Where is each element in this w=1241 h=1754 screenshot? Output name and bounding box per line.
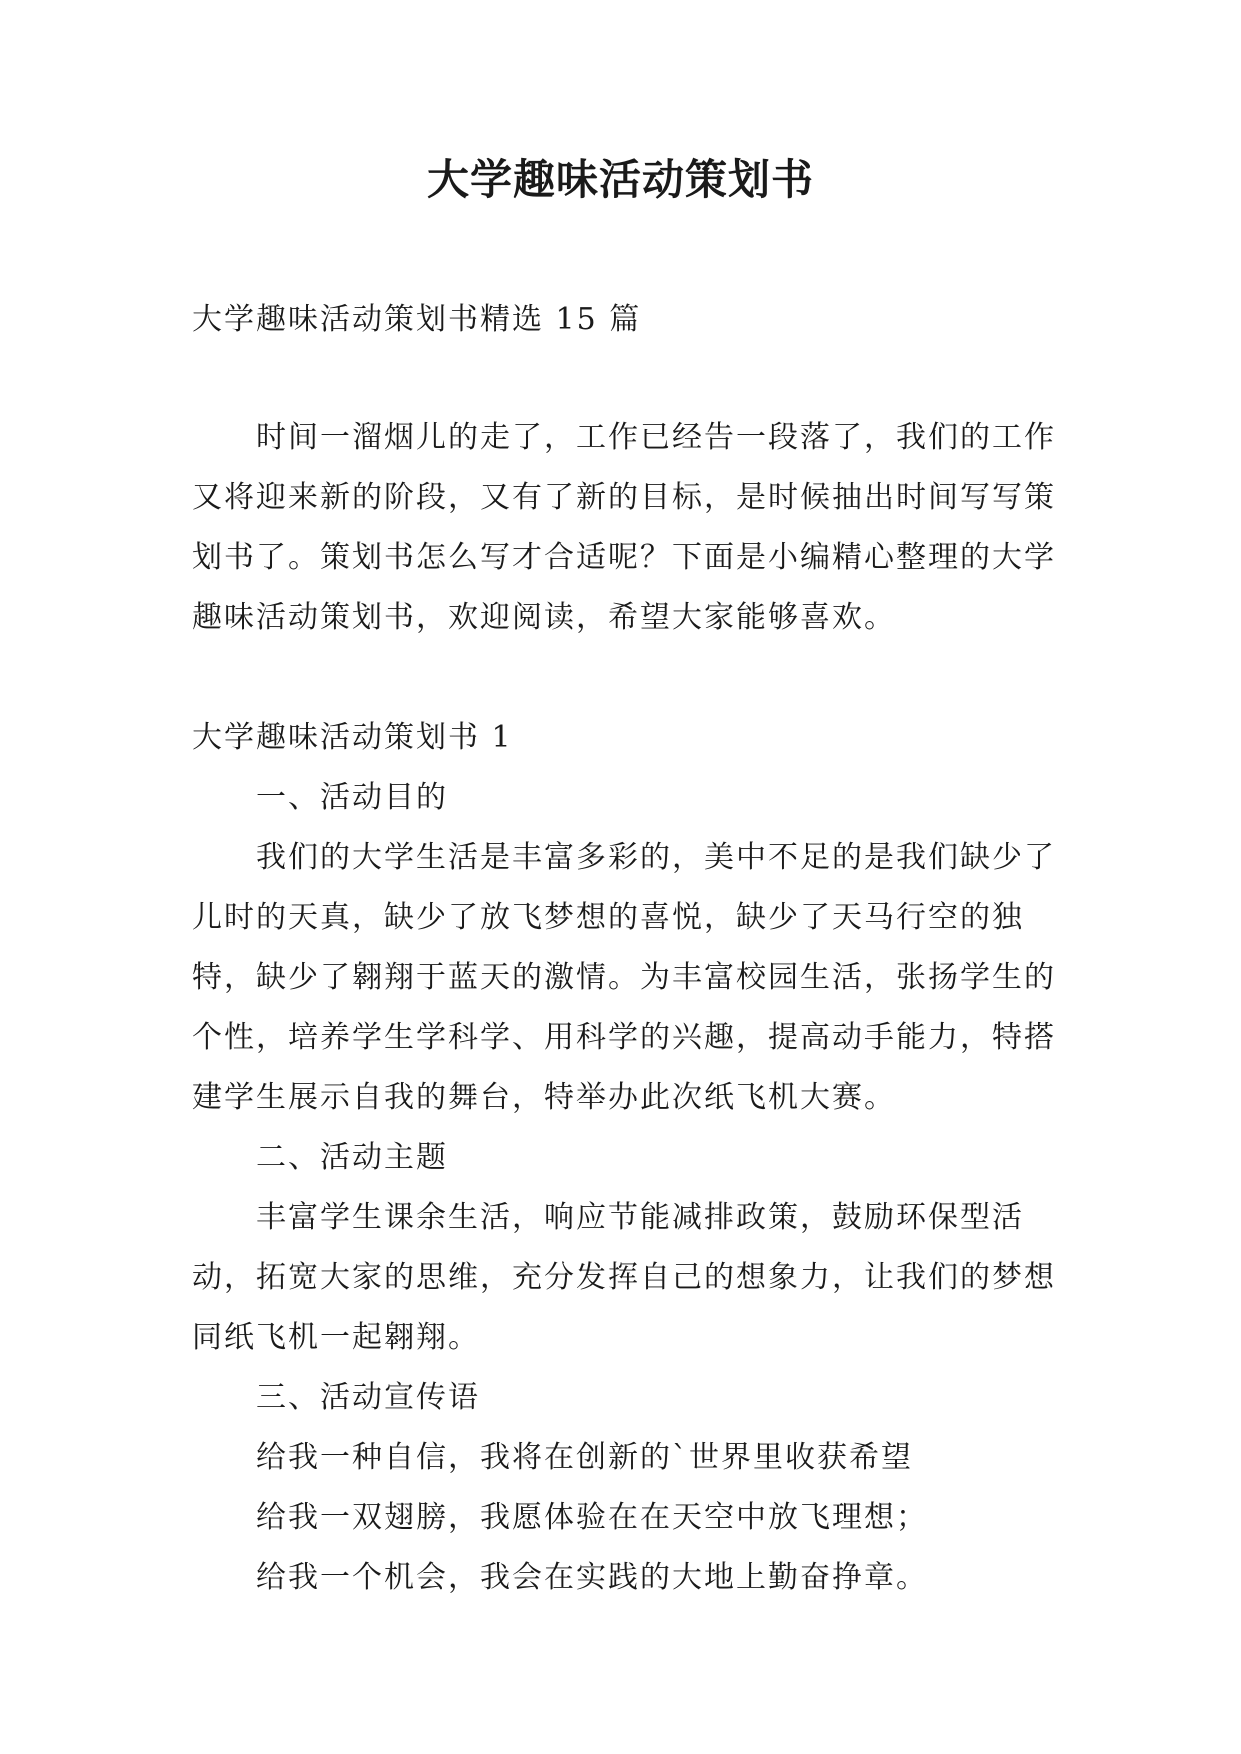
section-heading-slogan: 三、活动宣传语: [256, 1380, 480, 1415]
document-body: [192, 290, 1058, 1608]
slogan-line: 给我一种自信，我将在创新的`世界里收获希望: [256, 1440, 913, 1475]
section-title: 大学趣味活动策划书 1: [192, 720, 513, 755]
document-subtitle: 大学趣味活动策划书精选 15 篇: [192, 302, 642, 337]
slogan-line: 给我一双翅膀，我愿体验在在天空中放飞理想；: [256, 1500, 928, 1535]
section-heading-theme: 二、活动主题: [256, 1140, 448, 1175]
slogan-line: 给我一个机会，我会在实践的大地上勤奋挣章。: [256, 1560, 928, 1595]
intro-paragraph: 时间一溜烟儿的走了，工作已经告一段落了，我们的工作又将迎来新的阶段，又有了新的目标，是时候抽出时间写写策划书了。策划书怎么写才合适呢？下面是小编精心整理的大学趣味活动策划书，欢迎阅读，希望大家能够喜欢。: [192, 420, 1056, 635]
document-title: 大学趣味活动策划书: [426, 155, 814, 204]
purpose-paragraph: 我们的大学生活是丰富多彩的，美中不足的是我们缺少了儿时的天真，缺少了放飞梦想的喜悦，缺少了天马行空的独特，缺少了翱翔于蓝天的激情。为丰富校园生活，张扬学生的个性，培养学生学科学、用科学的兴趣，提高动手能力，特搭建学生展示自我的舞台，特举办此次纸飞机大赛。: [192, 840, 1056, 1115]
theme-paragraph: 丰富学生课余生活，响应节能减排政策，鼓励环保型活动，拓宽大家的思维，充分发挥自己的想象力，让我们的梦想同纸飞机一起翱翔。: [192, 1200, 1056, 1355]
section-heading-purpose: 一、活动目的: [256, 780, 448, 815]
